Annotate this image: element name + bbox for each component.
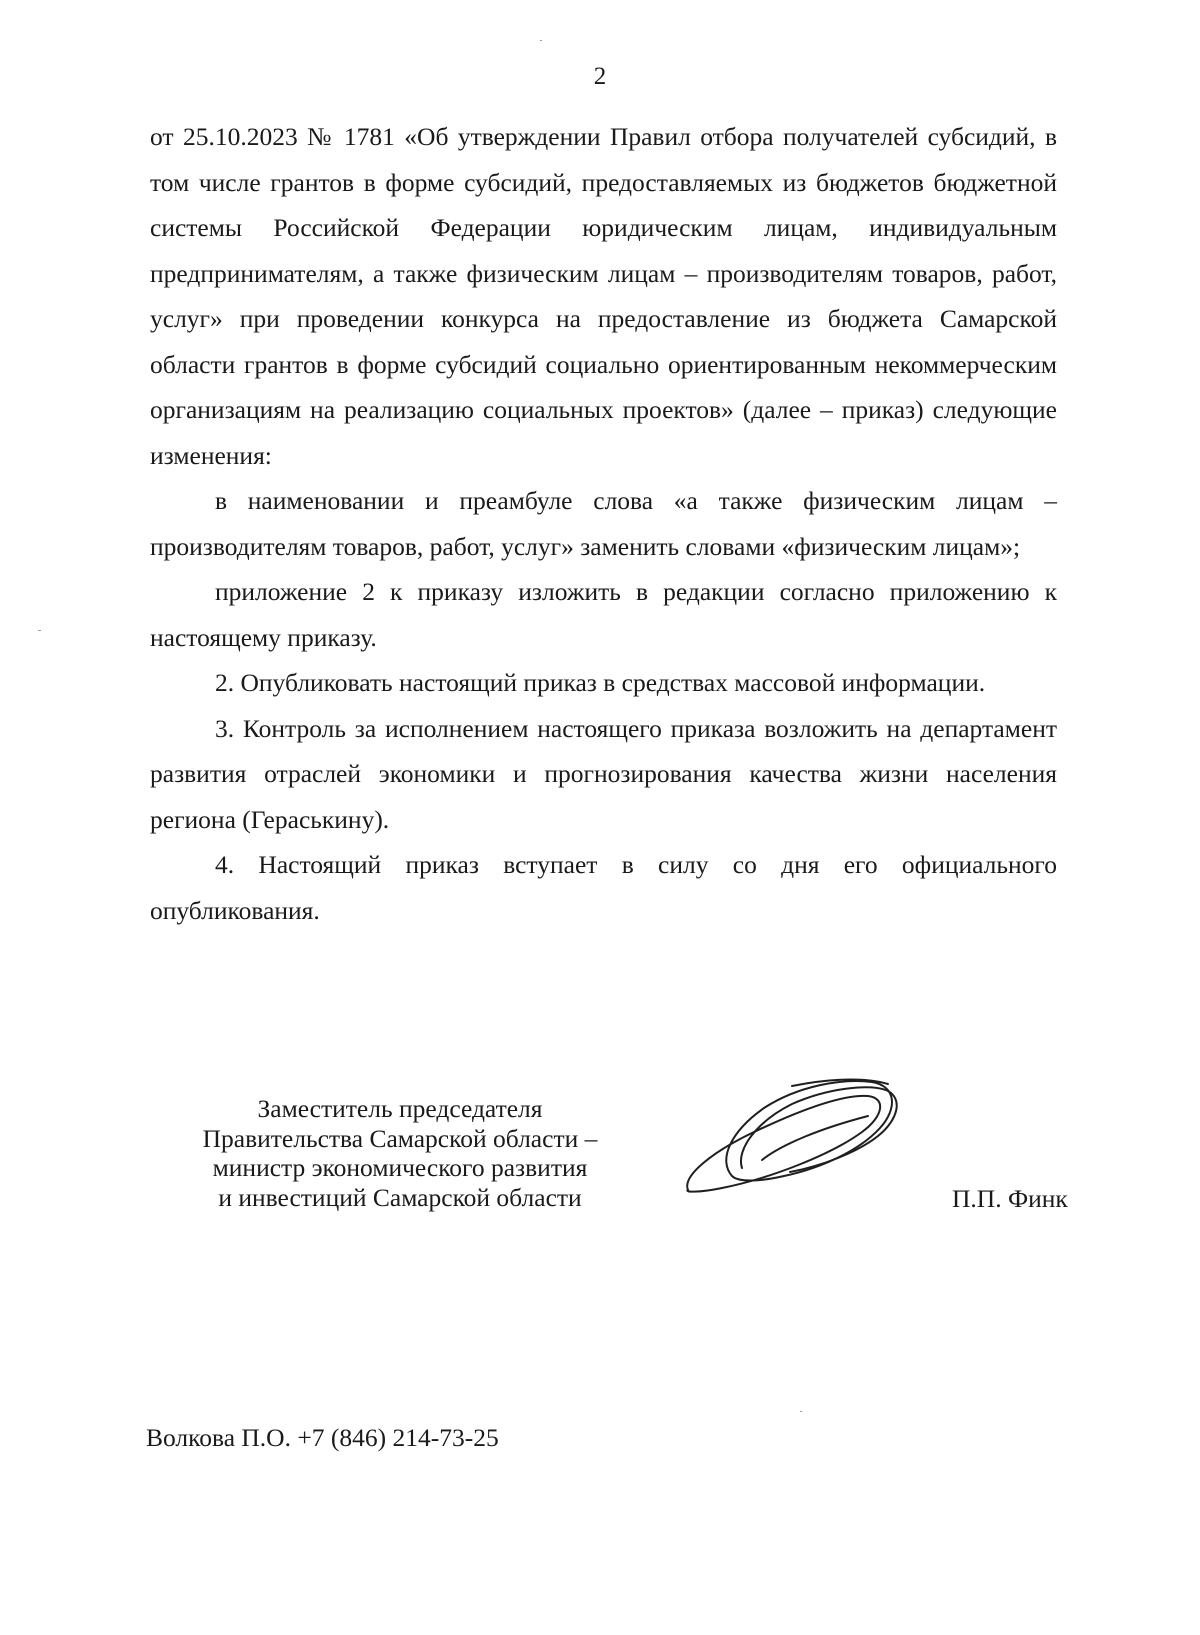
scan-artifact — [540, 40, 542, 41]
paragraph-item-3: 3. Контроль за исполнением настоящего приказа возложить на департамент развития отраслей экономики и прогнозирования качества жизни населения региона (Гераськину). — [150, 713, 1057, 834]
signatory-position-line: Заместитель председателя — [257, 1094, 543, 1123]
paragraph-appendix-change: приложение 2 к приказу изложить в редакции согласно приложению к настоящему приказу. — [150, 577, 1057, 652]
paragraph-title-change: в наименовании и преамбуле слова «а также физическим лицам – производителям товаров, работ, услуг» заменить словами «физическим лицам»; — [150, 486, 1057, 561]
paragraph-amendment-intro: от 25.10.2023 № 1781 «Об утверждении Правил отбора получателей субсидий, в том числе грантов в форме субсидий, предоставляемых из бюджетов бюджетной системы Российской Федерации юридическим лицам, индивидуальным предпринимателям, а также физическим лицам – производителям товаров, работ, услуг» при проведении конкурса на предоставление из бюджета Самарской области грантов в форме субсидий социально ориентированным некоммерческим организациям на реализацию социальных проектов» (далее – приказ) следующие изменения: — [150, 122, 1057, 470]
page-number: 2 — [593, 63, 607, 90]
signatory-name: П.П. Финк — [952, 1184, 1068, 1213]
paragraph-item-4: 4. Настоящий приказ вступает в силу со дня его официального опубликования. — [150, 850, 1057, 925]
executor-contact: Волкова П.О. +7 (846) 214-73-25 — [146, 1423, 499, 1452]
document-body — [150, 114, 1057, 933]
signatory-position-line: министр экономического развития — [212, 1153, 588, 1182]
scan-artifact — [800, 1411, 802, 1412]
signatory-position-line: Правительства Самарской области – — [202, 1123, 598, 1153]
signatory-position-line: и инвестиций Самарской области — [218, 1182, 582, 1212]
scan-artifact — [38, 630, 41, 631]
paragraph-item-2: 2. Опубликовать настоящий приказ в средствах массовой информации. — [215, 668, 986, 697]
handwritten-signature — [672, 1072, 912, 1202]
signatory-position — [180, 1094, 620, 1212]
